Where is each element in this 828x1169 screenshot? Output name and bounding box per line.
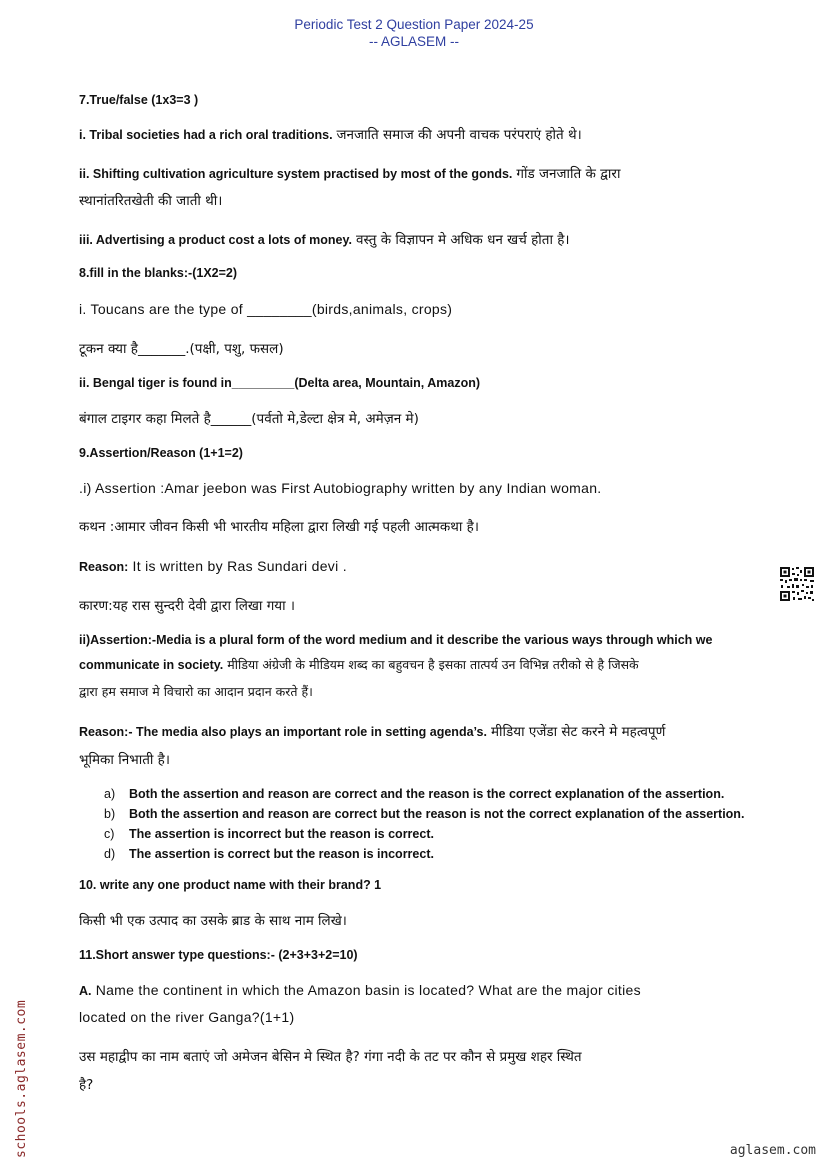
page-header	[0, 16, 828, 50]
q11-a-hindi2: है?	[79, 1077, 94, 1093]
side-watermark: schools.aglasem.com	[14, 999, 29, 1158]
q7-item-iii	[79, 230, 570, 248]
q9-ii-reason-hindi2: भूमिका निभाती है।	[79, 752, 170, 768]
q9-ii-assertion-hindi1: मीडिया अंग्रेजी के मीडियम शब्द का बहुवचन है इसका तात्पर्य उन विभिन्न तरीको से है जिसके	[227, 657, 639, 672]
q9-i-reason-english: It is written by Ras Sundari devi .	[128, 558, 347, 574]
option-label: c)	[104, 827, 115, 841]
option-text: The assertion is incorrect but the reason is correct.	[129, 827, 434, 841]
footer-site: aglasem.com	[729, 1143, 816, 1158]
q11-a-english1: Name the continent in which the Amazon basin is located? What are the major cities	[91, 982, 641, 998]
option-text: Both the assertion and reason are correct and the reason is the correct explanation of the assertion.	[129, 787, 725, 801]
q7-item-i	[79, 125, 582, 143]
q7-heading: 7.True/false (1x3=3 )	[79, 93, 199, 107]
q7-iii-hindi: वस्तु के विज्ञापन मे अधिक धन खर्च होता है।	[355, 232, 570, 248]
q9-i-assertion-english: .i) Assertion :Amar jeebon was First Autobiography written by any Indian woman.	[79, 480, 602, 496]
q11-a-hindi1: उस महाद्वीप का नाम बताएं जो अमेजन बेसिन मे स्थित है? गंगा नदी के तट पर कौन से प्रमुख शहर स्थित	[79, 1049, 582, 1065]
q9-option-a	[104, 787, 724, 801]
q11-a-english2: located on the river Ganga?(1+1)	[79, 1009, 295, 1025]
q9-i-reason-label: Reason:	[79, 560, 129, 574]
q9-option-b	[104, 807, 744, 821]
q10-heading: 10. write any one product name with their brand? 1	[79, 878, 382, 892]
q7-i-hindi: जनजाति समाज की अपनी वाचक परंपराएं होते थे।	[336, 127, 582, 143]
option-label: d)	[104, 847, 116, 861]
q11-a-line1	[79, 982, 641, 998]
q9-ii-assertion-line2	[79, 656, 639, 673]
q7-ii-english: ii. Shifting cultivation agriculture system practised by most of the gonds.	[79, 167, 513, 181]
q7-ii-hindi-a: गोंड जनजाति के द्वारा	[516, 166, 621, 182]
q7-iii-english: iii. Advertising a product cost a lots of money.	[79, 233, 352, 247]
q9-ii-reason-hindi1: मीडिया एजेंडा सेट करने मे महत्वपूर्ण	[490, 724, 666, 740]
header-subtitle: -- AGLASEM --	[368, 34, 459, 49]
option-text: Both the assertion and reason are correct but the reason is not the correct explanation of the assertion.	[129, 807, 745, 821]
q9-heading: 9.Assertion/Reason (1+1=2)	[79, 446, 243, 460]
q9-ii-reason	[79, 722, 665, 740]
q8-ii-english: ii. Bengal tiger is found in_________(Delta area, Mountain, Amazon)	[79, 376, 481, 390]
q8-heading: 8.fill in the blanks:-(1X2=2)	[79, 266, 238, 280]
header-title: Periodic Test 2 Question Paper 2024-25	[294, 17, 534, 32]
q9-i-reason-hindi: कारण:यह रास सुन्दरी देवी द्वारा लिखा गया ।	[79, 598, 296, 614]
q9-ii-assertion-english: ii)Assertion:-Media is a plural form of the word medium and it describe the various ways through which we	[79, 633, 713, 647]
q9-option-c	[104, 827, 434, 841]
q8-i-english: i. Toucans are the type of ________(birds,animals, crops)	[79, 301, 453, 317]
q9-ii-reason-english: Reason:- The media also plays an important role in setting agenda’s.	[79, 725, 487, 739]
q11-heading: 11.Short answer type questions:- (2+3+3+2=10)	[79, 948, 358, 962]
q11-a-label: A.	[79, 984, 92, 998]
option-text: The assertion is correct but the reason is incorrect.	[129, 847, 434, 861]
q8-i-hindi: टूकन क्या है_______.(पक्षी, पशु, फसल)	[79, 341, 284, 357]
q9-i-reason	[79, 558, 347, 574]
q9-ii-assertion-hindi2: द्वारा हम समाज मे विचारो का आदान प्रदान करते हैं।	[79, 684, 313, 699]
option-label: b)	[104, 807, 116, 821]
q9-i-assertion-hindi: कथन :आमार जीवन किसी भी भारतीय महिला द्वारा लिखी गई पहली आत्मकथा है।	[79, 519, 479, 535]
q8-ii-hindi: बंगाल टाइगर कहा मिलते है______(पर्वतो मे,डेल्टा क्षेत्र मे, अमेज़न मे)	[79, 411, 419, 427]
q10-hindi: किसी भी एक उत्पाद का उसके ब्राड के साथ नाम लिखे।	[79, 913, 347, 929]
q7-ii-hindi-b: स्थानांतरितखेती की जाती थी।	[79, 193, 223, 209]
q7-i-english: i. Tribal societies had a rich oral traditions.	[79, 128, 333, 142]
q7-item-ii	[79, 164, 620, 182]
q9-ii-assertion-english2: communicate in society.	[79, 658, 224, 672]
q9-option-d	[104, 847, 434, 861]
qr-code	[779, 566, 815, 602]
option-label: a)	[104, 787, 116, 801]
